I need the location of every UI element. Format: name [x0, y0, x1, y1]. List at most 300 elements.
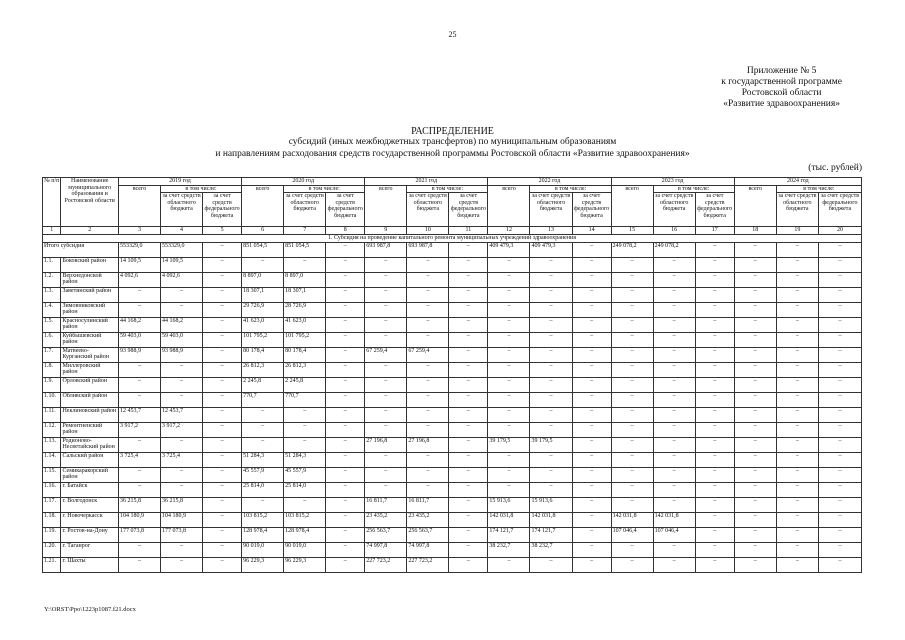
municipality-name: Ремонтненский район — [61, 422, 118, 437]
value-cell: – — [449, 302, 488, 317]
value-cell: – — [118, 377, 160, 392]
value-cell: 128 978,4 — [242, 527, 284, 542]
value-cell: – — [818, 542, 861, 557]
value-cell: – — [530, 422, 572, 437]
value-cell: – — [572, 242, 611, 257]
value-cell: – — [407, 302, 449, 317]
value-cell: – — [284, 407, 326, 422]
value-cell: – — [611, 347, 653, 362]
value-cell: – — [203, 437, 242, 452]
value-cell: – — [326, 377, 365, 392]
value-cell: 103 815,2 — [284, 512, 326, 527]
value-cell: – — [488, 392, 530, 407]
value-cell: 3 917,2 — [118, 422, 160, 437]
municipality-name: Обливский район — [61, 392, 118, 407]
value-cell: – — [695, 317, 734, 332]
value-cell: – — [653, 287, 695, 302]
value-cell: 174 121,7 — [530, 527, 572, 542]
value-cell: 59 403,0 — [118, 332, 160, 347]
value-cell: 770,7 — [242, 392, 284, 407]
value-cell: – — [611, 497, 653, 512]
value-cell: 142 031,8 — [488, 512, 530, 527]
value-cell: – — [203, 557, 242, 572]
value-cell: – — [530, 407, 572, 422]
value-cell: – — [326, 437, 365, 452]
value-cell: – — [653, 347, 695, 362]
value-cell: – — [611, 392, 653, 407]
value-cell: – — [653, 362, 695, 377]
value-cell: – — [530, 302, 572, 317]
value-cell: – — [695, 287, 734, 302]
header-including: в том числе: — [776, 185, 861, 193]
header-total: всего — [242, 185, 284, 227]
column-number: 2 — [61, 227, 118, 235]
value-cell: – — [407, 482, 449, 497]
value-cell: – — [161, 287, 203, 302]
value-cell: – — [118, 362, 160, 377]
value-cell: – — [572, 497, 611, 512]
value-cell: – — [818, 452, 861, 467]
value-cell: – — [611, 332, 653, 347]
value-cell: – — [611, 452, 653, 467]
table-row — [43, 317, 862, 332]
value-cell: 36 215,8 — [161, 497, 203, 512]
value-cell: – — [611, 287, 653, 302]
value-cell: – — [818, 392, 861, 407]
value-cell: 93 988,9 — [118, 347, 160, 362]
row-number: 1.1. — [43, 257, 61, 272]
header-regional: за счет средств областного бюджета — [653, 193, 695, 227]
value-cell: – — [449, 467, 488, 482]
value-cell: 45 557,9 — [284, 467, 326, 482]
value-cell: – — [242, 257, 284, 272]
value-cell: 128 978,4 — [284, 527, 326, 542]
value-cell: 28 726,9 — [284, 302, 326, 317]
value-cell: – — [611, 317, 653, 332]
value-cell: – — [530, 557, 572, 572]
header-total: всего — [118, 185, 160, 227]
value-cell: – — [284, 422, 326, 437]
value-cell: – — [734, 512, 776, 527]
value-cell: – — [118, 467, 160, 482]
value-cell: – — [695, 347, 734, 362]
value-cell: 39 179,5 — [530, 437, 572, 452]
value-cell: 107 046,4 — [653, 527, 695, 542]
header-including: в том числе: — [653, 185, 734, 193]
table-row — [43, 347, 862, 362]
value-cell: 44 168,2 — [118, 317, 160, 332]
table-row — [43, 332, 862, 347]
column-number: 17 — [695, 227, 734, 235]
value-cell: – — [407, 287, 449, 302]
value-cell: – — [611, 467, 653, 482]
value-cell: 3 917,2 — [161, 422, 203, 437]
value-cell: – — [203, 527, 242, 542]
value-cell: – — [365, 362, 407, 377]
row-number: 1.11. — [43, 407, 61, 422]
value-cell: – — [203, 302, 242, 317]
value-cell: – — [776, 467, 818, 482]
value-cell: – — [695, 422, 734, 437]
column-number: 8 — [326, 227, 365, 235]
column-number: 15 — [611, 227, 653, 235]
section-title: 1. Субсидия на проведение капитального ремонта муниципальных учреждений здравоохранения — [43, 234, 862, 242]
value-cell: 67 259,4 — [407, 347, 449, 362]
value-cell: – — [818, 482, 861, 497]
value-cell: – — [776, 497, 818, 512]
value-cell: – — [407, 392, 449, 407]
value-cell: – — [365, 377, 407, 392]
value-cell: – — [776, 317, 818, 332]
value-cell: – — [695, 362, 734, 377]
column-number: 7 — [284, 227, 326, 235]
value-cell: – — [203, 287, 242, 302]
value-cell: 29 726,9 — [242, 302, 284, 317]
column-number: 4 — [161, 227, 203, 235]
value-cell: – — [326, 287, 365, 302]
value-cell: – — [695, 407, 734, 422]
value-cell: 101 795,2 — [284, 332, 326, 347]
section-row — [43, 234, 862, 242]
units-label: (тыс. рублей) — [808, 163, 862, 173]
row-number: 1.19. — [43, 527, 61, 542]
municipality-name: г. Таганрог — [61, 542, 118, 557]
value-cell: – — [530, 257, 572, 272]
value-cell: 80 178,4 — [242, 347, 284, 362]
value-cell: 18 307,1 — [242, 287, 284, 302]
table-row — [43, 452, 862, 467]
value-cell: – — [653, 467, 695, 482]
document-title: РАСПРЕДЕЛЕНИЕ — [411, 126, 494, 137]
value-cell: – — [530, 377, 572, 392]
value-cell: – — [449, 437, 488, 452]
header-federal: за счет средств федерального бюджета — [203, 193, 242, 227]
value-cell: – — [611, 542, 653, 557]
value-cell: – — [572, 557, 611, 572]
value-cell: – — [118, 482, 160, 497]
value-cell: – — [818, 362, 861, 377]
value-cell: – — [365, 452, 407, 467]
header-regional: за счет средств областного бюджета — [530, 193, 572, 227]
value-cell: – — [449, 452, 488, 467]
value-cell: – — [365, 422, 407, 437]
value-cell: 39 179,5 — [488, 437, 530, 452]
column-number: 13 — [530, 227, 572, 235]
value-cell: – — [818, 527, 861, 542]
value-cell: – — [530, 392, 572, 407]
value-cell: – — [818, 287, 861, 302]
page-number: 25 — [448, 30, 457, 39]
value-cell: – — [284, 437, 326, 452]
value-cell: 26 812,3 — [284, 362, 326, 377]
value-cell: – — [530, 467, 572, 482]
row-number: 1.17. — [43, 497, 61, 512]
table-row — [43, 392, 862, 407]
value-cell: 51 284,3 — [284, 452, 326, 467]
value-cell: – — [242, 407, 284, 422]
value-cell: – — [488, 482, 530, 497]
value-cell: – — [530, 332, 572, 347]
value-cell: 36 215,8 — [118, 497, 160, 512]
value-cell: – — [488, 362, 530, 377]
value-cell: – — [365, 287, 407, 302]
value-cell: – — [118, 302, 160, 317]
value-cell: 18 307,1 — [284, 287, 326, 302]
municipality-name: Семикаракорский район — [61, 467, 118, 482]
value-cell: – — [818, 497, 861, 512]
value-cell: – — [734, 317, 776, 332]
value-cell: – — [734, 497, 776, 512]
value-cell: – — [326, 317, 365, 332]
value-cell: 851 054,5 — [284, 242, 326, 257]
value-cell: – — [653, 482, 695, 497]
value-cell: 44 168,2 — [161, 317, 203, 332]
header-year: 2019 год — [118, 178, 241, 186]
value-cell: – — [326, 542, 365, 557]
value-cell: 41 623,0 — [284, 317, 326, 332]
total-label: Итого субсидия — [43, 242, 119, 257]
value-cell: – — [734, 452, 776, 467]
column-number: 14 — [572, 227, 611, 235]
value-cell: – — [653, 392, 695, 407]
value-cell: – — [326, 527, 365, 542]
value-cell: – — [488, 557, 530, 572]
value-cell: 14 109,5 — [118, 257, 160, 272]
value-cell: – — [284, 497, 326, 512]
table-row — [43, 242, 862, 257]
row-number: 1.14. — [43, 452, 61, 467]
value-cell: – — [407, 317, 449, 332]
value-cell: 38 232,7 — [530, 542, 572, 557]
value-cell: – — [407, 407, 449, 422]
value-cell: – — [118, 557, 160, 572]
value-cell: – — [449, 527, 488, 542]
value-cell: 45 557,9 — [242, 467, 284, 482]
value-cell: – — [161, 302, 203, 317]
row-number: 1.16. — [43, 482, 61, 497]
value-cell: 80 178,4 — [284, 347, 326, 362]
row-number: 1.13. — [43, 437, 61, 452]
value-cell: – — [572, 362, 611, 377]
value-cell: – — [326, 557, 365, 572]
value-cell: – — [449, 422, 488, 437]
value-cell: – — [161, 557, 203, 572]
value-cell: – — [695, 332, 734, 347]
appendix-line: Ростовской области — [741, 88, 822, 98]
header-year: 2024 год — [734, 178, 861, 186]
header-no: № п/п — [43, 178, 61, 227]
value-cell: – — [776, 272, 818, 287]
value-cell: – — [326, 482, 365, 497]
value-cell: – — [118, 542, 160, 557]
value-cell: – — [449, 257, 488, 272]
value-cell: 93 988,9 — [161, 347, 203, 362]
value-cell: – — [161, 362, 203, 377]
value-cell: – — [203, 542, 242, 557]
value-cell: – — [818, 407, 861, 422]
municipality-name: Матвеево-Курганский район — [61, 347, 118, 362]
value-cell: – — [776, 527, 818, 542]
table-row — [43, 422, 862, 437]
table-row — [43, 377, 862, 392]
value-cell: – — [530, 452, 572, 467]
value-cell: – — [203, 317, 242, 332]
value-cell: – — [326, 497, 365, 512]
value-cell: – — [326, 362, 365, 377]
value-cell: – — [449, 287, 488, 302]
value-cell: – — [734, 287, 776, 302]
value-cell: – — [611, 302, 653, 317]
value-cell: 23 435,2 — [407, 512, 449, 527]
table-row — [43, 557, 862, 572]
value-cell: 409 479,3 — [530, 242, 572, 257]
appendix-line: Приложение № 5 — [746, 66, 817, 76]
value-cell: – — [488, 452, 530, 467]
value-cell: – — [449, 317, 488, 332]
row-number: 1.8. — [43, 362, 61, 377]
value-cell: – — [449, 347, 488, 362]
value-cell: – — [818, 512, 861, 527]
value-cell: – — [449, 497, 488, 512]
value-cell: – — [734, 422, 776, 437]
header-federal: за счет средств федерального бюджета — [695, 193, 734, 227]
value-cell: – — [449, 407, 488, 422]
column-number: 9 — [365, 227, 407, 235]
column-number: 6 — [242, 227, 284, 235]
value-cell: 174 121,7 — [488, 527, 530, 542]
value-cell: 851 054,5 — [242, 242, 284, 257]
value-cell: – — [449, 377, 488, 392]
value-cell: – — [695, 482, 734, 497]
value-cell: – — [572, 302, 611, 317]
value-cell: – — [161, 542, 203, 557]
table-row — [43, 467, 862, 482]
column-number: 5 — [203, 227, 242, 235]
value-cell: – — [734, 437, 776, 452]
value-cell: – — [695, 437, 734, 452]
value-cell: – — [203, 482, 242, 497]
value-cell: – — [203, 407, 242, 422]
header-regional: за счет средств областного бюджета — [161, 193, 203, 227]
value-cell: – — [326, 272, 365, 287]
value-cell: 142 031,8 — [530, 512, 572, 527]
row-number: 1.15. — [43, 467, 61, 482]
row-number: 1.12. — [43, 422, 61, 437]
table-row — [43, 437, 862, 452]
value-cell: 4 092,6 — [118, 272, 160, 287]
municipality-name: Неклиновский район — [61, 407, 118, 422]
value-cell: – — [695, 302, 734, 317]
value-cell: – — [203, 257, 242, 272]
municipality-name: г. Шахты — [61, 557, 118, 572]
value-cell: – — [653, 332, 695, 347]
value-cell: – — [118, 287, 160, 302]
value-cell: – — [734, 467, 776, 482]
municipality-name: Заветинский район — [61, 287, 118, 302]
value-cell: – — [572, 407, 611, 422]
municipality-name: г. Волгодонск — [61, 497, 118, 512]
header-including: в том числе: — [407, 185, 488, 193]
value-cell: – — [734, 377, 776, 392]
value-cell: – — [449, 332, 488, 347]
header-regional: за счет средств областного бюджета — [776, 193, 818, 227]
value-cell: – — [572, 437, 611, 452]
value-cell: – — [203, 242, 242, 257]
value-cell: – — [365, 317, 407, 332]
value-cell: – — [653, 557, 695, 572]
value-cell: – — [734, 392, 776, 407]
value-cell: – — [242, 497, 284, 512]
table-row — [43, 257, 862, 272]
value-cell: – — [695, 242, 734, 257]
row-number: 1.18. — [43, 512, 61, 527]
value-cell: – — [611, 377, 653, 392]
value-cell: 12 453,7 — [118, 407, 160, 422]
value-cell: – — [572, 542, 611, 557]
value-cell: – — [203, 422, 242, 437]
header-total: всего — [488, 185, 530, 227]
value-cell: – — [776, 452, 818, 467]
header-including: в том числе: — [530, 185, 611, 193]
value-cell: 90 019,0 — [284, 542, 326, 557]
value-cell: – — [734, 272, 776, 287]
header-year: 2022 год — [488, 178, 611, 186]
table-row — [43, 542, 862, 557]
value-cell: – — [818, 557, 861, 572]
value-cell: – — [572, 452, 611, 467]
municipality-name: Красносулинский район — [61, 317, 118, 332]
value-cell: – — [161, 377, 203, 392]
value-cell: – — [818, 347, 861, 362]
value-cell: – — [203, 452, 242, 467]
value-cell: – — [653, 317, 695, 332]
value-cell: – — [611, 437, 653, 452]
municipality-name: Боковский район — [61, 257, 118, 272]
value-cell: 2 245,8 — [284, 377, 326, 392]
value-cell: – — [818, 332, 861, 347]
value-cell: – — [572, 257, 611, 272]
value-cell: 4 092,6 — [161, 272, 203, 287]
value-cell: 101 795,2 — [242, 332, 284, 347]
value-cell: – — [695, 497, 734, 512]
value-cell: – — [365, 392, 407, 407]
value-cell: – — [611, 362, 653, 377]
value-cell: – — [449, 392, 488, 407]
value-cell: – — [653, 377, 695, 392]
value-cell: – — [734, 482, 776, 497]
value-cell: 23 435,2 — [365, 512, 407, 527]
municipality-name: Орловский район — [61, 377, 118, 392]
value-cell: – — [818, 467, 861, 482]
value-cell: 67 259,4 — [365, 347, 407, 362]
value-cell: – — [326, 392, 365, 407]
value-cell: – — [326, 452, 365, 467]
value-cell: – — [776, 347, 818, 362]
value-cell: – — [530, 362, 572, 377]
value-cell: 38 232,7 — [488, 542, 530, 557]
value-cell: 693 987,8 — [407, 242, 449, 257]
value-cell: 177 073,8 — [161, 527, 203, 542]
value-cell: – — [695, 512, 734, 527]
value-cell: – — [203, 497, 242, 512]
value-cell: – — [488, 332, 530, 347]
value-cell: 41 623,0 — [242, 317, 284, 332]
value-cell: – — [203, 467, 242, 482]
value-cell: – — [734, 407, 776, 422]
header-federal: за счет средств федерального бюджета — [449, 193, 488, 227]
value-cell: – — [407, 272, 449, 287]
value-cell: 8 897,0 — [242, 272, 284, 287]
